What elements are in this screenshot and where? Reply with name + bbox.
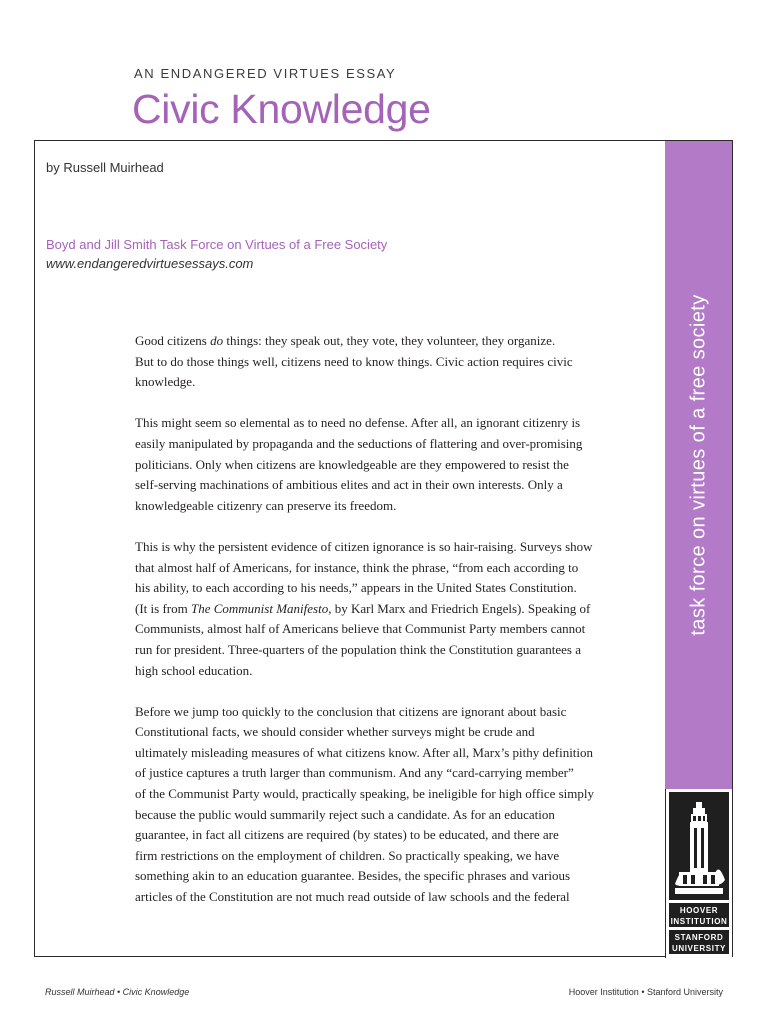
paragraph-2: This might seem so elemental as to need no defense. After all, an ignorant citizenry is easily manipulated by propaganda and the seductions of flattering and over-promising politicians. Only when citizens are knowledgeable are they empowered to resist the self-serving machinations of ambitious elites and act in their own interests. Only a knowledgeable citizenry can preserve its freedom. [135,415,583,513]
essay-frame [34,140,733,957]
task-force-name: Boyd and Jill Smith Task Force on Virtues of a Free Society [46,237,388,252]
stanford-university-label: STANFORD UNIVERSITY [669,930,729,954]
hoover-tower-icon [669,792,729,900]
page-title: Civic Knowledge [132,86,431,132]
footer-author: Russell Muirhead • Civic Knowledge [45,987,190,997]
paragraph-1: Good citizens do things: they speak out, they vote, they volunteer, they organize. But to do those things well, citizens need to know things. Civic action requires civic knowledge. [135,333,573,390]
book-title: The Communist Manifesto [190,600,329,616]
paragraph-3: This is why the persistent evidence of citizen ignorance is so hair-raising. Surveys show that almost half of Americans, for instance, think the phrase, “from each according to his ability, to each according to his needs,” appears in the United States Constitution. (It is from The Communist Manifesto, by Karl Marx and Friedrich Engels). Speaking of Communists, almost half of Americans believe that Communist Party members cannot run for president. Three-quarters of the population think the Constitution guarantees a high school education. [135,538,593,678]
hoover-logo [665,789,732,958]
essay-body [135,331,635,928]
sidebar-label: task force on virtues of a free society [687,294,709,636]
website-link[interactable]: www.endangeredvirtuesessays.com [46,256,254,271]
hoover-institution-label: HOOVER INSTITUTION [669,903,729,927]
byline: by Russell Muirhead [46,160,164,175]
footer-institution: Hoover Institution • Stanford University [568,987,723,997]
emphasis: do [210,333,224,348]
series-label: AN ENDANGERED VIRTUES ESSAY [134,66,397,81]
task-force-sidebar [665,141,732,789]
paragraph-4: Before we jump too quickly to the conclusion that citizens are ignorant about basic Constitutional facts, we should consider whether surveys might be crude and ultimately misleading measures of what citizens know. After all, Marx’s pithy definition of justice captures a truth larger than communism. And any “card-carrying member” of the Communist Party would, practically speaking, be ineligible for high office simply because the public would summarily reject such a candidate. As for an education guarantee, in fact all citizens are required (by states) to be educated, and there are firm restrictions on the employment of children. So practically speaking, we have something akin to an education guarantee. Besides, the specific phrases and various articles of the Constitution are not much read outside of law schools and the federal [135,703,595,905]
